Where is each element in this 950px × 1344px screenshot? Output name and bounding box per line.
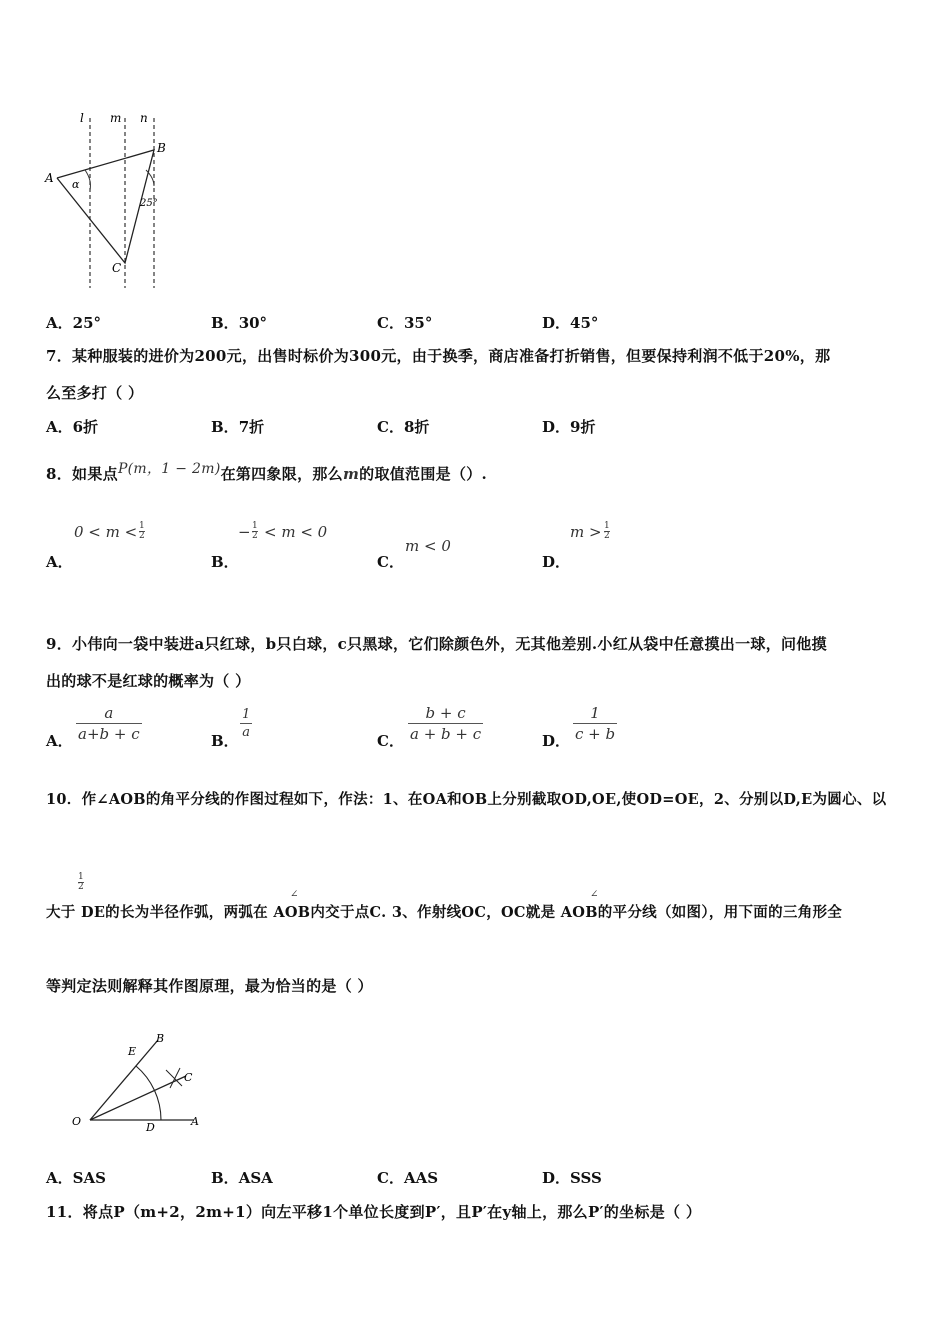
- q8-option-a-fraction: $\frac{1}{2}$: [139, 521, 145, 541]
- parallel-lines-triangle-figure: [40, 108, 180, 293]
- q10-angle-symbol-1: ∠: [290, 889, 299, 900]
- q8-option-a-letter[interactable]: A．: [46, 553, 73, 571]
- label-25deg: 25°: [140, 198, 158, 209]
- q10-option-a[interactable]: A．SAS: [46, 1169, 106, 1187]
- ray-oc: [90, 1076, 186, 1120]
- label-O: O: [72, 1115, 82, 1128]
- label-l: l: [80, 111, 84, 125]
- q7-option-a[interactable]: A．6折: [46, 418, 99, 436]
- q9-option-d-letter[interactable]: D．: [542, 732, 571, 750]
- q8-option-c-math: m < 0: [405, 537, 451, 555]
- q9-stem-line1: 9．小伟向一袋中装进a只红球，b只白球，c只黑球，它们除颜色外，无其他差别.小红从袋中任意摸出一球，问他摸: [46, 635, 827, 653]
- q8-option-b-fraction: $\frac{1}{2}$: [252, 521, 258, 541]
- q8-option-c-letter[interactable]: C．: [377, 553, 404, 571]
- q8-point-expression: P(m，1 − 2m): [117, 461, 221, 477]
- q10-half-fraction: $\frac{1}{2}$: [78, 872, 84, 892]
- label-n: n: [140, 111, 148, 125]
- alpha-arc: [85, 170, 90, 190]
- label-B: B: [157, 141, 166, 155]
- label-A: A: [45, 171, 54, 185]
- q7-stem-line2: 么至多打（ ）: [46, 384, 144, 402]
- q9-stem-line2: 出的球不是红球的概率为（ ）: [46, 672, 251, 690]
- q9-option-a-letter[interactable]: A．: [46, 732, 73, 750]
- q10-option-b[interactable]: B．ASA: [211, 1169, 273, 1187]
- q7-option-b[interactable]: B．7折: [211, 418, 265, 436]
- q6-option-d[interactable]: D．45°: [542, 314, 599, 332]
- q10-stem-line2: 大于 DE的长为半径作弧，两弧在 AOB内交于点C. 3、作射线OC，OC就是 AOB的平分线（如图），用下面的三角形全: [46, 904, 843, 921]
- q6-option-c[interactable]: C．35°: [377, 314, 433, 332]
- q8-option-d-fraction: $\frac{1}{2}$: [604, 521, 610, 541]
- label-C: C: [112, 261, 122, 275]
- q8-option-b-minus: −: [238, 523, 251, 541]
- q9-option-a-fraction: $\frac{a}{a+b + c}$: [78, 704, 140, 743]
- q7-stem-line1: 7．某种服装的进价为200元，出售时标价为300元，由于换季，商店准备打折销售，但要保持利润不低于20%，那: [46, 347, 831, 365]
- q8-stem: 8．如果点P(m，1 − 2m)在第四象限，那么m的取值范围是（）.: [46, 461, 488, 483]
- q10-option-d[interactable]: D．SSS: [542, 1169, 602, 1187]
- label-C-fig: C: [184, 1071, 193, 1084]
- label-E-fig: E: [128, 1045, 137, 1058]
- arc-mark-c2: [170, 1068, 180, 1088]
- q9-option-b-fraction: $\frac{1}{a}$: [242, 707, 251, 740]
- angle-bisector-figure: [66, 1028, 216, 1138]
- q8-option-d-letter[interactable]: D．: [542, 553, 571, 571]
- q9-option-c-fraction: $\frac{b + c}{a + b + c}$: [410, 704, 482, 743]
- label-D-fig: D: [146, 1121, 155, 1134]
- q9-option-b-letter[interactable]: B．: [211, 732, 239, 750]
- label-A-fig: A: [191, 1115, 199, 1128]
- ray-ob: [90, 1040, 158, 1120]
- q8-option-b-letter[interactable]: B．: [211, 553, 239, 571]
- q10-stem-line1: 10．作∠AOB的角平分线的作图过程如下，作法：1、在OA和OB上分别截取OD,OE,使OD=OE，2、分别以D,E为圆心、以: [46, 791, 887, 808]
- q7-option-d[interactable]: D．9折: [542, 418, 596, 436]
- q8-option-d-math: m >: [570, 523, 602, 541]
- label-alpha: α: [72, 178, 80, 191]
- q11-stem: 11．将点P（m+2，2m+1）向左平移1个单位长度到P′，且P′在y轴上，那么P′的坐标是（ ）: [46, 1203, 702, 1221]
- q6-option-b[interactable]: B．30°: [211, 314, 268, 332]
- q8-option-a-math: 0 < m <: [74, 523, 138, 541]
- q8-option-b-math: < m < 0: [264, 523, 328, 541]
- label-m: m: [110, 111, 122, 125]
- q6-option-a[interactable]: A．25°: [46, 314, 102, 332]
- q9-option-c-letter[interactable]: C．: [377, 732, 404, 750]
- q10-option-c[interactable]: C．AAS: [377, 1169, 439, 1187]
- q10-angle-symbol-2: ∠: [590, 889, 599, 900]
- q9-option-d-fraction: $\frac{1}{c + b}$: [575, 704, 616, 743]
- q7-option-c[interactable]: C．8折: [377, 418, 430, 436]
- label-B-fig: B: [156, 1032, 165, 1045]
- q10-stem-line3: 等判定法则解释其作图原理，最为恰当的是（ ）: [46, 977, 373, 995]
